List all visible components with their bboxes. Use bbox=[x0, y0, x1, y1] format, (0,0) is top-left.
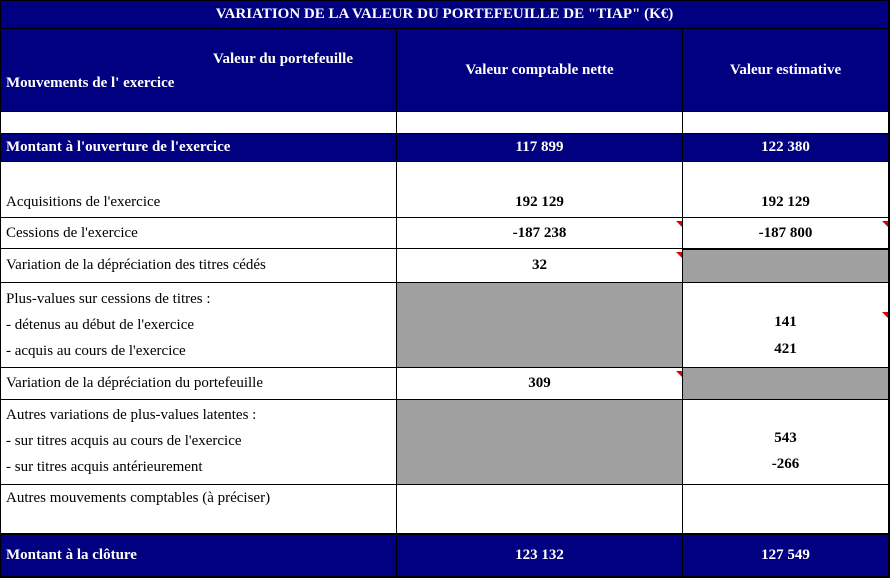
closing-label: Montant à la clôture bbox=[1, 535, 396, 576]
closing-vcn: 123 132 bbox=[397, 535, 682, 576]
plus-values-label: Plus-values sur cessions de titres : bbox=[6, 291, 211, 307]
autres-pv-sub2: - sur titres acquis antérieurement bbox=[6, 459, 203, 475]
spacer-vcn bbox=[397, 162, 682, 187]
var-dep-port-vcn: 309 bbox=[397, 368, 682, 399]
comment-marker-icon[interactable] bbox=[882, 221, 888, 227]
autres-pv-label-block bbox=[1, 400, 396, 484]
blank-row-label bbox=[1, 112, 396, 133]
plus-values-sub1: - détenus au début de l'exercice bbox=[6, 317, 195, 333]
var-dep-cedes-vcn: 32 bbox=[397, 249, 682, 282]
acquisitions-ve: 192 129 bbox=[683, 187, 888, 217]
closing-ve: 127 549 bbox=[683, 535, 888, 576]
header-col-ve: Valeur estimative bbox=[683, 29, 888, 111]
blank-row-ve bbox=[683, 112, 888, 133]
opening-ve: 122 380 bbox=[683, 134, 888, 161]
cessions-label: Cessions de l'exercice bbox=[1, 218, 396, 248]
autres-pv-ve1: 543 bbox=[774, 430, 797, 446]
plus-values-ve-block bbox=[683, 283, 888, 367]
comment-marker-icon[interactable] bbox=[676, 371, 682, 377]
comment-marker-icon[interactable] bbox=[882, 312, 888, 318]
plus-values-sub2: - acquis au cours de l'exercice bbox=[6, 343, 186, 359]
var-dep-port-ve-shaded bbox=[683, 368, 888, 399]
cessions-ve: -187 800 bbox=[683, 218, 888, 248]
autres-pv-sub1: - sur titres acquis au cours de l'exercice bbox=[6, 433, 242, 449]
var-dep-port-label: Variation de la dépréciation du portefeuille bbox=[1, 368, 396, 399]
comment-marker-icon[interactable] bbox=[676, 252, 682, 258]
table-title: VARIATION DE LA VALEUR DU PORTEFEUILLE DE "TIAP" (K€) bbox=[1, 1, 888, 28]
var-dep-cedes-label: Variation de la dépréciation des titres cédés bbox=[1, 249, 396, 282]
cessions-vcn: -187 238 bbox=[397, 218, 682, 248]
autres-pv-ve-block bbox=[683, 400, 888, 484]
opening-vcn: 117 899 bbox=[397, 134, 682, 161]
autres-mvts-vcn bbox=[397, 485, 682, 533]
blank-row-vcn bbox=[397, 112, 682, 133]
comment-marker-icon[interactable] bbox=[676, 221, 682, 227]
plus-values-ve1: 141 bbox=[774, 314, 797, 330]
autres-mvts-label: Autres mouvements comptables (à préciser) bbox=[1, 485, 396, 533]
opening-label: Montant à l'ouverture de l'exercice bbox=[1, 134, 396, 161]
acquisitions-label: Acquisitions de l'exercice bbox=[1, 187, 396, 217]
autres-mvts-ve bbox=[683, 485, 888, 533]
plus-values-ve2: 421 bbox=[774, 341, 797, 357]
autres-pv-vcn-shaded bbox=[397, 400, 682, 484]
spacer-label bbox=[1, 162, 396, 187]
header-corner-cell bbox=[1, 29, 396, 111]
plus-values-label-block bbox=[1, 283, 396, 367]
header-corner-top: Valeur du portefeuille bbox=[213, 51, 354, 67]
acquisitions-vcn: 192 129 bbox=[397, 187, 682, 217]
autres-pv-ve2: -266 bbox=[771, 456, 800, 472]
header-corner-bottom: Mouvements de l' exercice bbox=[6, 75, 175, 91]
header-col-vcn: Valeur comptable nette bbox=[397, 29, 682, 111]
plus-values-vcn-shaded bbox=[397, 283, 682, 367]
spacer-ve bbox=[683, 162, 888, 187]
autres-pv-label: Autres variations de plus-values latentes : bbox=[6, 407, 257, 423]
var-dep-cedes-ve-shaded bbox=[683, 250, 888, 282]
